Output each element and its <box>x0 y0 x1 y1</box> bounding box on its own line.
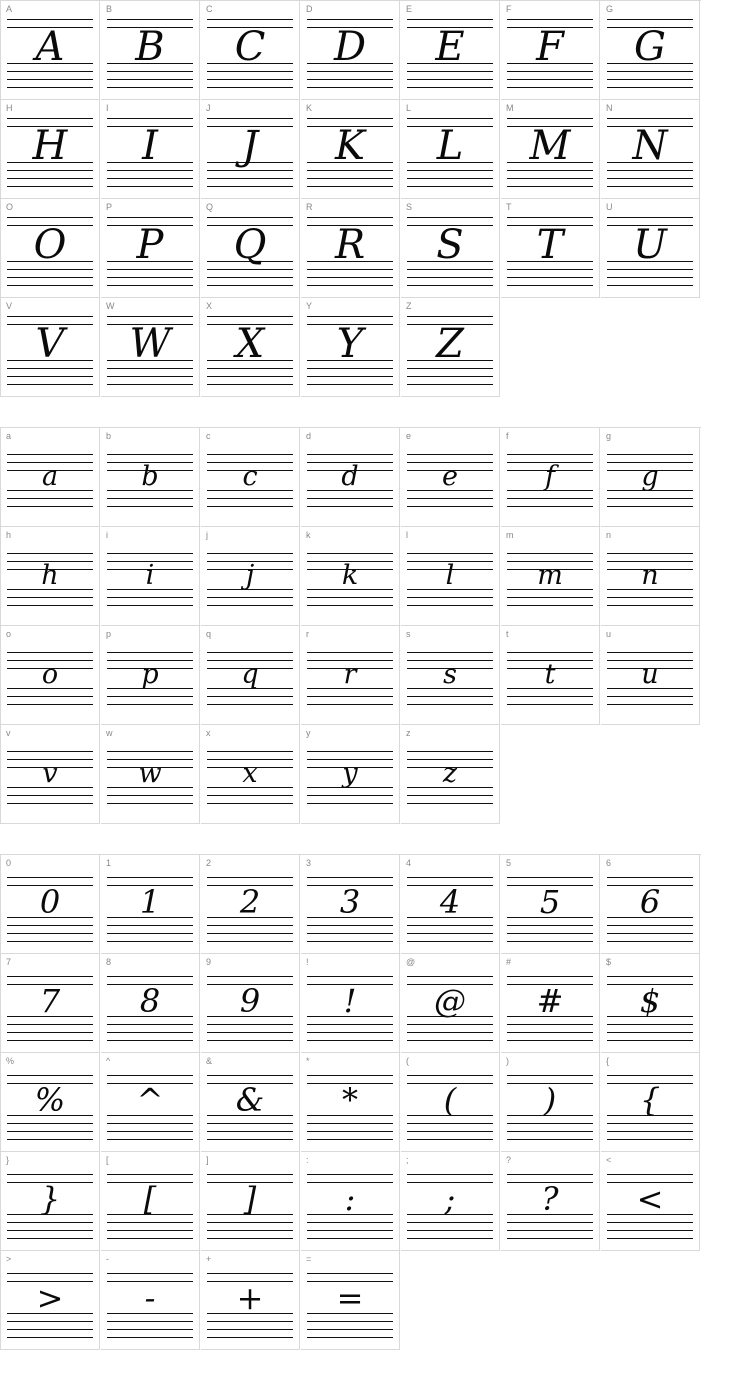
glyph-character: < <box>636 1180 664 1218</box>
glyph-cell[interactable] <box>1 1053 100 1152</box>
glyph-character: o <box>41 658 59 690</box>
glyph-cell[interactable] <box>601 199 700 298</box>
glyph-cell-label: N <box>606 103 613 113</box>
glyph-cell-label: y <box>306 728 311 738</box>
glyph-character: J <box>241 123 259 169</box>
glyph-character: q <box>241 658 259 690</box>
glyph-character: T <box>536 222 564 268</box>
glyph-cell[interactable] <box>301 1 400 100</box>
glyph-cell-label: R <box>306 202 313 212</box>
glyph-cell[interactable] <box>101 199 200 298</box>
glyph-cell-label: + <box>206 1254 212 1264</box>
glyph-cell[interactable] <box>201 855 300 954</box>
glyph-character: x <box>242 757 258 789</box>
glyph-cell-label: A <box>6 4 13 14</box>
glyph-section-numerals-and-symbols <box>0 854 740 1350</box>
glyph-cell-label: H <box>6 103 13 113</box>
glyph-character: 6 <box>639 883 661 921</box>
glyph-cell-label: ? <box>506 1155 512 1165</box>
glyph-character: % <box>34 1081 66 1119</box>
glyph-cell-label: D <box>306 4 313 14</box>
glyph-cell[interactable] <box>201 1251 300 1350</box>
glyph-cell-label: 2 <box>206 858 212 868</box>
glyph-character: ; <box>444 1180 456 1218</box>
glyph-cell[interactable] <box>101 527 200 626</box>
glyph-character: y <box>342 757 358 789</box>
glyph-cell[interactable] <box>101 626 200 725</box>
glyph-cell-label: K <box>306 103 313 113</box>
glyph-cell[interactable] <box>1 1152 100 1251</box>
glyph-character: w <box>138 757 162 789</box>
glyph-cell[interactable] <box>301 1251 400 1350</box>
glyph-cell[interactable] <box>601 626 700 725</box>
glyph-cell-label: b <box>106 431 112 441</box>
glyph-cell[interactable] <box>1 954 100 1053</box>
glyph-cell-label: = <box>306 1254 312 1264</box>
glyph-cell-empty <box>501 1251 600 1350</box>
glyph-cell[interactable] <box>501 855 600 954</box>
glyph-grid <box>0 427 701 824</box>
glyph-cell[interactable] <box>201 954 300 1053</box>
glyph-cell-label: & <box>206 1056 213 1066</box>
glyph-cell-label: i <box>106 530 108 540</box>
glyph-cell-label: 0 <box>6 858 12 868</box>
glyph-cell[interactable] <box>601 1 700 100</box>
glyph-character: d <box>341 460 359 492</box>
glyph-cell[interactable] <box>1 725 100 824</box>
glyph-cell-label: c <box>206 431 211 441</box>
glyph-cell-label: v <box>6 728 11 738</box>
glyph-character: - <box>144 1279 156 1317</box>
glyph-character: ] <box>243 1180 257 1218</box>
glyph-character: ) <box>543 1081 557 1119</box>
glyph-character: 8 <box>139 982 161 1020</box>
glyph-character: } <box>39 1180 61 1218</box>
glyph-cell-label: j <box>206 530 208 540</box>
glyph-character: E <box>435 24 465 70</box>
glyph-character: : <box>344 1180 356 1218</box>
glyph-cell[interactable] <box>401 954 500 1053</box>
glyph-cell-label: # <box>506 957 512 967</box>
glyph-cell[interactable] <box>501 199 600 298</box>
glyph-cell[interactable] <box>401 199 500 298</box>
glyph-cell[interactable] <box>501 527 600 626</box>
glyph-character: = <box>336 1279 364 1317</box>
glyph-character: { <box>639 1081 661 1119</box>
glyph-character: C <box>234 24 266 70</box>
glyph-cell[interactable] <box>101 100 200 199</box>
glyph-cell-label: n <box>606 530 612 540</box>
glyph-cell[interactable] <box>401 626 500 725</box>
glyph-cell-empty <box>501 725 600 824</box>
glyph-cell-label: 3 <box>306 858 312 868</box>
glyph-character: j <box>245 559 255 591</box>
glyph-character: * <box>342 1081 358 1119</box>
glyph-character: k <box>341 559 359 591</box>
glyph-cell-label: a <box>6 431 12 441</box>
glyph-cell-label: - <box>106 1254 109 1264</box>
glyph-character: 2 <box>239 883 261 921</box>
glyph-cell[interactable] <box>201 725 300 824</box>
glyph-cell-label: P <box>106 202 113 212</box>
glyph-cell-empty <box>401 1251 500 1350</box>
glyph-cell[interactable] <box>601 1053 700 1152</box>
glyph-character: h <box>41 559 59 591</box>
glyph-cell-label: M <box>506 103 514 113</box>
glyph-character: c <box>242 460 258 492</box>
glyph-cell-label: ^ <box>106 1056 111 1066</box>
glyph-cell[interactable] <box>301 199 400 298</box>
glyph-cell[interactable] <box>501 1 600 100</box>
glyph-cell[interactable] <box>101 298 200 397</box>
glyph-character: l <box>445 559 455 591</box>
glyph-character: 3 <box>339 883 361 921</box>
glyph-cell-label: Y <box>306 301 313 311</box>
glyph-cell-label: * <box>306 1056 310 1066</box>
glyph-cell-empty <box>601 298 700 397</box>
glyph-cell-label: ! <box>306 957 309 967</box>
glyph-character: f <box>545 460 555 492</box>
glyph-cell[interactable] <box>601 527 700 626</box>
glyph-character: N <box>632 123 668 169</box>
glyph-cell-label: S <box>406 202 413 212</box>
glyph-character: H <box>32 123 68 169</box>
glyph-cell[interactable] <box>1 1251 100 1350</box>
glyph-cell[interactable] <box>501 626 600 725</box>
glyph-character: ? <box>541 1180 559 1218</box>
glyph-cell-label: 4 <box>406 858 412 868</box>
glyph-cell-label: ) <box>506 1056 509 1066</box>
glyph-character: W <box>129 321 171 367</box>
glyph-character: R <box>334 222 366 268</box>
glyph-cell[interactable] <box>101 725 200 824</box>
glyph-cell[interactable] <box>501 1152 600 1251</box>
glyph-character: 7 <box>39 982 61 1020</box>
glyph-character: s <box>443 658 457 690</box>
glyph-grid <box>0 854 701 1350</box>
glyph-cell[interactable] <box>1 626 100 725</box>
glyph-cell-label: U <box>606 202 613 212</box>
glyph-cell-label: g <box>606 431 612 441</box>
glyph-cell-label: O <box>6 202 14 212</box>
glyph-cell[interactable] <box>301 298 400 397</box>
glyph-cell[interactable] <box>601 1152 700 1251</box>
glyph-cell-label: z <box>406 728 411 738</box>
glyph-cell-label: E <box>406 4 413 14</box>
glyph-cell-label: V <box>6 301 13 311</box>
glyph-cell[interactable] <box>101 1053 200 1152</box>
glyph-cell-label: G <box>606 4 614 14</box>
glyph-cell-label: W <box>106 301 115 311</box>
glyph-cell[interactable] <box>101 954 200 1053</box>
glyph-cell-label: o <box>6 629 12 639</box>
glyph-character: [ <box>143 1180 157 1218</box>
glyph-cell[interactable] <box>401 100 500 199</box>
glyph-cell-label: Z <box>406 301 412 311</box>
glyph-cell[interactable] <box>101 428 200 527</box>
glyph-cell-label: 5 <box>506 858 512 868</box>
glyph-cell[interactable] <box>501 1053 600 1152</box>
glyph-character: ^ <box>136 1081 164 1119</box>
glyph-character: b <box>141 460 159 492</box>
glyph-cell[interactable] <box>401 855 500 954</box>
glyph-cell-label: L <box>406 103 412 113</box>
glyph-character: B <box>135 24 165 70</box>
glyph-cell[interactable] <box>501 428 600 527</box>
glyph-cell-empty <box>601 1251 700 1350</box>
glyph-cell-label: f <box>506 431 509 441</box>
glyph-character: a <box>41 460 59 492</box>
glyph-cell-label: ] <box>206 1155 209 1165</box>
glyph-cell-label: 6 <box>606 858 612 868</box>
glyph-cell[interactable] <box>501 100 600 199</box>
glyph-cell-label: k <box>306 530 311 540</box>
glyph-cell-label: { <box>606 1056 610 1066</box>
glyph-cell[interactable] <box>301 855 400 954</box>
glyph-cell-label: 1 <box>106 858 112 868</box>
glyph-cell[interactable] <box>301 100 400 199</box>
glyph-cell[interactable] <box>301 954 400 1053</box>
glyph-cell-label: q <box>206 629 212 639</box>
glyph-cell[interactable] <box>1 855 100 954</box>
glyph-cell-label: [ <box>106 1155 109 1165</box>
glyph-cell-label: % <box>6 1056 15 1066</box>
glyph-cell[interactable] <box>301 428 400 527</box>
glyph-section-uppercase <box>0 0 740 397</box>
glyph-cell-label: h <box>6 530 12 540</box>
glyph-cell-label: 7 <box>6 957 12 967</box>
glyph-character: O <box>33 222 67 268</box>
glyph-cell[interactable] <box>301 1053 400 1152</box>
glyph-cell-label: : <box>306 1155 309 1165</box>
glyph-cell-label: r <box>306 629 309 639</box>
glyph-cell-label: Q <box>206 202 214 212</box>
glyph-cell[interactable] <box>1 298 100 397</box>
glyph-character: z <box>442 757 458 789</box>
glyph-cell[interactable] <box>1 199 100 298</box>
glyph-cell[interactable] <box>101 1251 200 1350</box>
glyph-cell[interactable] <box>301 626 400 725</box>
glyph-character: i <box>145 559 155 591</box>
glyph-cell-label: t <box>506 629 509 639</box>
glyph-cell[interactable] <box>201 298 300 397</box>
glyph-cell-label: 8 <box>106 957 112 967</box>
glyph-cell[interactable] <box>601 855 700 954</box>
glyph-cell-label: @ <box>406 957 416 967</box>
glyph-cell[interactable] <box>1 100 100 199</box>
glyph-character: $ <box>639 982 661 1020</box>
glyph-character: r <box>343 658 357 690</box>
glyph-cell[interactable] <box>201 527 300 626</box>
glyph-character: X <box>235 321 265 367</box>
glyph-character: Y <box>336 321 364 367</box>
glyph-character: U <box>633 222 667 268</box>
glyph-character: M <box>529 123 571 169</box>
glyph-cell-label: w <box>106 728 113 738</box>
glyph-cell[interactable] <box>301 725 400 824</box>
glyph-character: 1 <box>139 883 161 921</box>
glyph-cell[interactable] <box>301 1152 400 1251</box>
glyph-grid <box>0 0 701 397</box>
glyph-character: g <box>641 460 659 492</box>
glyph-character: m <box>537 559 563 591</box>
glyph-character: K <box>335 123 365 169</box>
glyph-section-lowercase <box>0 427 740 824</box>
glyph-character: # <box>536 982 564 1020</box>
glyph-character: v <box>42 757 58 789</box>
glyph-character: & <box>235 1081 265 1119</box>
glyph-character: 4 <box>439 883 461 921</box>
glyph-cell-label: J <box>206 103 211 113</box>
glyph-character: V <box>35 321 65 367</box>
glyph-character: p <box>141 658 159 690</box>
glyph-cell-label: l <box>406 530 408 540</box>
glyph-cell-label: } <box>6 1155 10 1165</box>
glyph-cell[interactable] <box>201 1 300 100</box>
glyph-cell[interactable] <box>101 1 200 100</box>
glyph-cell[interactable] <box>101 855 200 954</box>
glyph-character: G <box>634 24 666 70</box>
glyph-character: e <box>442 460 458 492</box>
glyph-cell[interactable] <box>1 527 100 626</box>
glyph-character: n <box>641 559 659 591</box>
glyph-cell[interactable] <box>401 1 500 100</box>
glyph-cell[interactable] <box>301 527 400 626</box>
section-gap <box>0 397 700 427</box>
glyph-character: 5 <box>539 883 561 921</box>
glyph-cell-label: ; <box>406 1155 409 1165</box>
glyph-character: t <box>544 658 556 690</box>
glyph-cell[interactable] <box>201 100 300 199</box>
glyph-cell[interactable] <box>501 954 600 1053</box>
glyph-cell-label: $ <box>606 957 612 967</box>
glyph-cell[interactable] <box>401 428 500 527</box>
glyph-cell[interactable] <box>201 199 300 298</box>
glyph-cell-label: e <box>406 431 412 441</box>
glyph-cell-label: < <box>606 1155 612 1165</box>
glyph-cell[interactable] <box>401 298 500 397</box>
glyph-cell[interactable] <box>201 428 300 527</box>
glyph-character: A <box>35 24 65 70</box>
glyph-cell[interactable] <box>401 1053 500 1152</box>
glyph-cell-label: x <box>206 728 211 738</box>
glyph-character: D <box>333 24 367 70</box>
glyph-cell[interactable] <box>101 1152 200 1251</box>
glyph-character: L <box>436 123 464 169</box>
glyph-cell[interactable] <box>1 428 100 527</box>
glyph-character: ! <box>343 982 357 1020</box>
glyph-cell-label: F <box>506 4 512 14</box>
glyph-cell[interactable] <box>1 1 100 100</box>
glyph-cell-label: > <box>6 1254 12 1264</box>
glyph-cell-label: p <box>106 629 112 639</box>
glyph-cell[interactable] <box>201 1152 300 1251</box>
glyph-cell[interactable] <box>401 725 500 824</box>
glyph-cell-label: X <box>206 301 213 311</box>
glyph-character: F <box>536 24 564 70</box>
glyph-cell[interactable] <box>601 100 700 199</box>
glyph-character: Z <box>436 321 464 367</box>
glyph-cell-label: B <box>106 4 113 14</box>
glyph-character: + <box>236 1279 264 1317</box>
glyph-character: u <box>641 658 659 690</box>
glyph-cell-empty <box>601 725 700 824</box>
glyph-cell-label: m <box>506 530 514 540</box>
glyph-cell-label: ( <box>406 1056 409 1066</box>
glyph-character: > <box>36 1279 64 1317</box>
glyph-cell-label: 9 <box>206 957 212 967</box>
glyph-cell-label: u <box>606 629 612 639</box>
glyph-character: 9 <box>239 982 261 1020</box>
glyph-cell-label: s <box>406 629 411 639</box>
glyph-character: I <box>142 123 158 169</box>
glyph-cell-empty <box>501 298 600 397</box>
glyph-cell[interactable] <box>401 527 500 626</box>
glyph-cell[interactable] <box>201 1053 300 1152</box>
glyph-cell-label: T <box>506 202 512 212</box>
glyph-character: S <box>436 222 464 268</box>
glyph-character: 0 <box>39 883 61 921</box>
glyph-cell-label: d <box>306 431 312 441</box>
glyph-character: ( <box>443 1081 457 1119</box>
glyph-character: P <box>136 222 164 268</box>
glyph-cell[interactable] <box>601 428 700 527</box>
section-gap <box>0 824 700 854</box>
glyph-cell[interactable] <box>201 626 300 725</box>
glyph-cell[interactable] <box>401 1152 500 1251</box>
glyph-cell-label: C <box>206 4 213 14</box>
glyph-cell[interactable] <box>601 954 700 1053</box>
glyph-character: @ <box>434 982 466 1020</box>
glyph-cell-label: I <box>106 103 109 113</box>
glyph-character: Q <box>233 222 267 268</box>
